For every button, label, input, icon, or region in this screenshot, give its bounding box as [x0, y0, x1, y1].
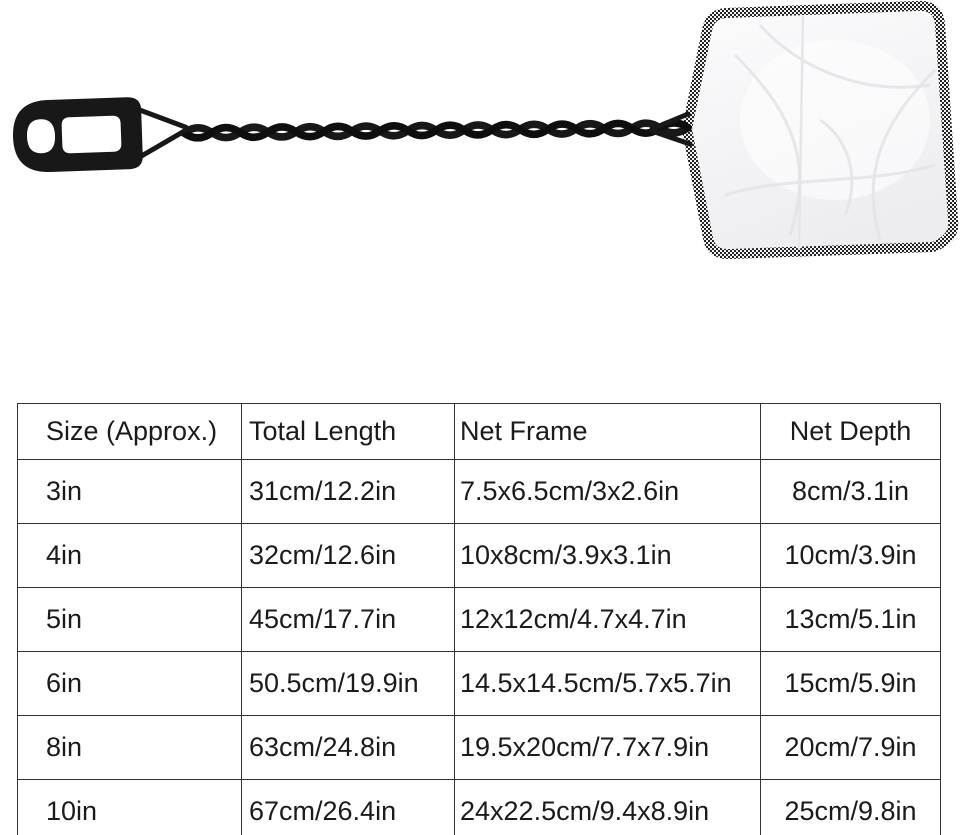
cell-size: 8in — [18, 716, 242, 780]
net-frame — [687, 6, 953, 254]
table-row — [18, 460, 941, 524]
cell-net-frame: 10x8cm/3.9x3.1in — [455, 524, 761, 588]
cell-net-frame: 14.5x14.5cm/5.7x5.7in — [455, 652, 761, 716]
column-header-net-frame: Net Frame — [455, 404, 761, 460]
column-header-size: Size (Approx.) — [18, 404, 242, 460]
cell-net-frame: 19.5x20cm/7.7x7.9in — [455, 716, 761, 780]
cell-net-frame: 24x22.5cm/9.4x8.9in — [455, 780, 761, 835]
cell-net-depth: 13cm/5.1in — [761, 588, 941, 652]
table-header-row — [18, 404, 941, 460]
table-row — [18, 652, 941, 716]
cell-total-length: 32cm/12.6in — [242, 524, 455, 588]
cell-size: 5in — [18, 588, 242, 652]
cell-total-length: 67cm/26.4in — [242, 780, 455, 835]
cell-net-frame: 12x12cm/4.7x4.7in — [455, 588, 761, 652]
cell-net-depth: 20cm/7.9in — [761, 716, 941, 780]
cell-total-length: 45cm/17.7in — [242, 588, 455, 652]
table-row — [18, 780, 941, 835]
fish-net-photo — [0, 0, 963, 300]
cell-net-depth: 8cm/3.1in — [761, 460, 941, 524]
cell-total-length: 63cm/24.8in — [242, 716, 455, 780]
mesh-highlight — [740, 40, 930, 200]
table-row — [18, 524, 941, 588]
cell-net-depth: 10cm/3.9in — [761, 524, 941, 588]
cell-size: 6in — [18, 652, 242, 716]
cell-total-length: 31cm/12.2in — [242, 460, 455, 524]
table-row — [18, 716, 941, 780]
cell-size: 3in — [18, 460, 242, 524]
cell-net-frame: 7.5x6.5cm/3x2.6in — [455, 460, 761, 524]
column-header-net-depth: Net Depth — [761, 404, 941, 460]
net-handle — [12, 95, 187, 173]
cell-total-length: 50.5cm/19.9in — [242, 652, 455, 716]
column-header-total-length: Total Length — [242, 404, 455, 460]
table-row — [18, 588, 941, 652]
cell-size: 10in — [18, 780, 242, 835]
cell-net-depth: 25cm/9.8in — [761, 780, 941, 835]
size-chart-table — [17, 403, 941, 835]
twisted-shaft — [184, 123, 688, 138]
cell-net-depth: 15cm/5.9in — [761, 652, 941, 716]
handle-body — [12, 97, 143, 173]
cell-size: 4in — [18, 524, 242, 588]
